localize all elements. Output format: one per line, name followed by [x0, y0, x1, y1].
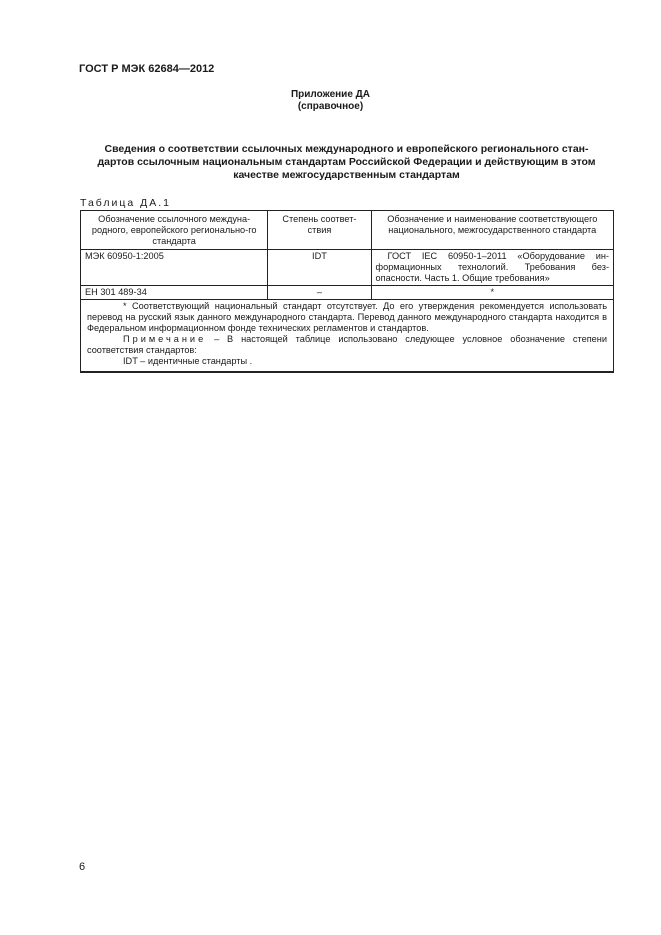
header-degree: Степень соответ-ствия	[268, 211, 371, 250]
section-title-line: дартов ссылочным национальным стандартам Российской Федерации и действующим в этом	[97, 156, 596, 168]
note-text: – В настоящей таблице использовано следующее условное обозначение степени соответствия стандартов:	[87, 334, 607, 355]
document-code: ГОСТ Р МЭК 62684—2012	[79, 63, 215, 75]
annex-title: Приложение ДА	[290, 89, 371, 100]
correspondence-table	[80, 210, 614, 373]
footnote: * Соответствующий национальный стандарт отсутствует. До его утверждения рекомендуется использовать перевод на русский язык данного международного стандарта. Перевод данного международного стандарта находится в Федеральном информационном фонде технических регламентов и стандартов.	[87, 301, 607, 333]
page-number: 6	[79, 861, 86, 873]
cell-degree: –	[268, 286, 371, 300]
header-reference-standard: Обозначение ссылочного междуна-родного, европейского регионально-го стандарта	[81, 211, 268, 250]
table-row	[81, 286, 614, 300]
section-title-line: качестве межгосударственным стандартам	[233, 169, 460, 181]
cell-reference: ЕН 301 489-34	[81, 286, 268, 300]
cell-national: *	[371, 286, 613, 300]
cell-national: ГОСТ IEC 60950-1–2011 «Оборудование ин-формационных технологий. Требования без-опасности. Часть 1. Общие требования»	[371, 250, 613, 286]
annex-heading	[0, 89, 661, 113]
table-row	[81, 250, 614, 286]
note-label: Примечание	[123, 334, 207, 344]
header-national-standard: Обозначение и наименование соответствующего национального, межгосударственного стандарта	[371, 211, 613, 250]
table-caption: Таблица ДА.1	[80, 197, 171, 209]
table-header-row	[81, 211, 614, 250]
section-title	[80, 143, 613, 182]
note	[87, 334, 607, 356]
annex-subtitle: (справочное)	[297, 101, 364, 112]
legend: IDT – идентичные стандарты .	[123, 356, 253, 366]
cell-reference: МЭК 60950-1:2005	[81, 250, 268, 286]
table-footer-row	[81, 300, 614, 373]
cell-degree: IDT	[268, 250, 371, 286]
section-title-line: Сведения о соответствии ссылочных международного и европейского регионального стан-	[104, 143, 589, 155]
table-footer	[81, 300, 614, 373]
